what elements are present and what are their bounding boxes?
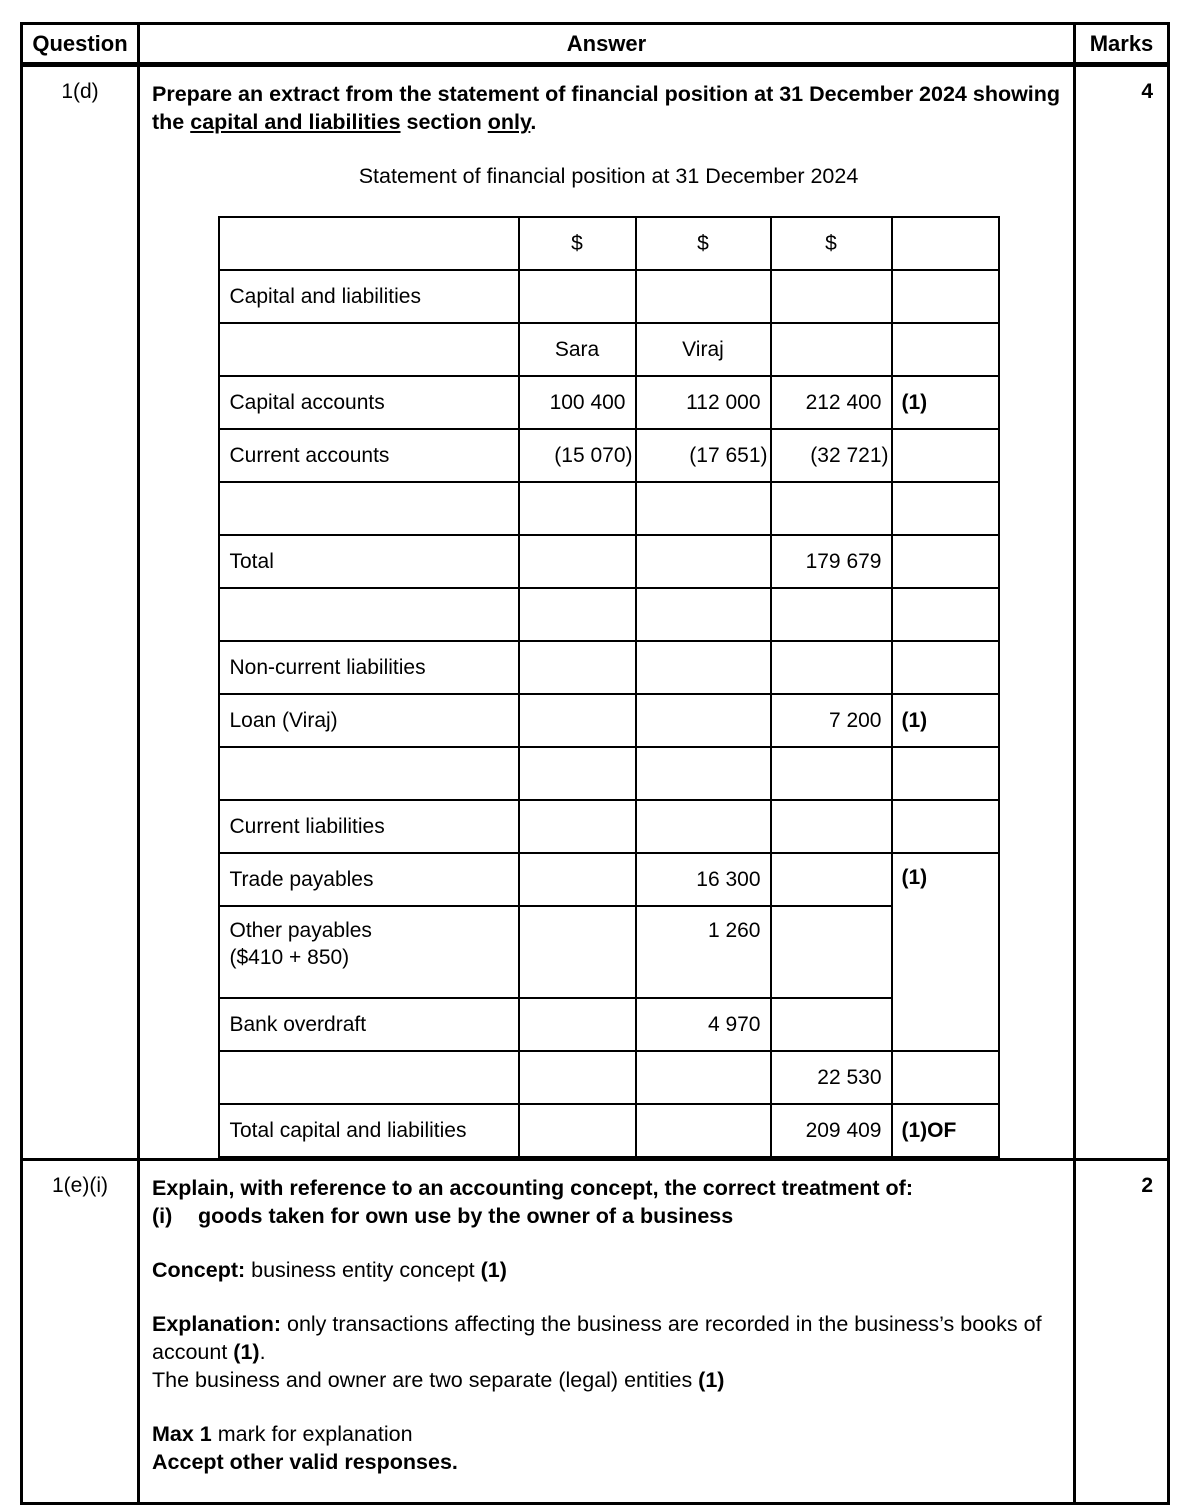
mark-scheme-table [20,22,1170,1505]
empty-cell [519,535,636,588]
explanation-period: . [259,1340,266,1364]
max-text: mark for explanation [211,1422,413,1446]
instruction-part: section [400,110,488,134]
amount-viraj: (17 651) [636,429,771,482]
amount-viraj: 112 000 [636,376,771,429]
amount-viraj: 16 300 [636,853,771,906]
mark-annotation: (1) [892,853,999,1051]
row-label: Bank overdraft [219,998,519,1051]
empty-cell [771,482,892,535]
marks-value-1ei: 2 [1075,1160,1169,1504]
amount-viraj: 4 970 [636,998,771,1051]
amount-viraj: 1 260 [636,906,771,998]
empty-cell [892,800,999,853]
row-label: Total [219,535,519,588]
question-column-header: Question [22,24,139,65]
empty-cell [519,747,636,800]
amount-sara: 100 400 [519,376,636,429]
instruction-part: Prepare an extract from the statement of financial position at 31 December 2024 showing the [152,82,1061,134]
empty-cell [892,641,999,694]
sof-row-capital-and-liabilities [219,270,999,323]
empty-cell [519,270,636,323]
explanation-line2-mark: (1) [698,1368,725,1392]
empty-cell [519,998,636,1051]
instruction-text [152,80,1065,136]
sof-row-total [219,535,999,588]
header-row [22,24,1169,65]
sof-row-current-liabilities [219,800,999,853]
empty-cell [892,482,999,535]
row-label: Total capital and liabilities [219,1104,519,1157]
empty-cell [636,641,771,694]
marks-value-1d: 4 [1075,65,1169,1160]
empty-cell [519,588,636,641]
prompt-line1: Explain, with reference to an accounting concept, the correct treatment of: [152,1176,914,1200]
sof-row-current-liabilities-subtotal [219,1051,999,1104]
statement-title: Statement of financial position at 31 December 2024 [358,164,859,188]
explanation-line2: The business and owner are two separate (legal) entities [152,1368,699,1392]
sof-row-non-current-liabilities [219,641,999,694]
sof-row-loan-viraj [219,694,999,747]
sof-row-blank [219,482,999,535]
amount-total: 22 530 [771,1051,892,1104]
empty-cell [892,1051,999,1104]
empty-cell [636,535,771,588]
row-label: Current accounts [219,429,519,482]
empty-cell [519,906,636,998]
empty-cell [771,323,892,376]
prompt-text [152,1174,1065,1230]
empty-cell [219,323,519,376]
row-label-line2: ($410 + 850) [229,946,350,969]
instruction-part: . [530,110,537,134]
empty-cell [771,998,892,1051]
empty-cell [219,217,519,270]
empty-cell [636,747,771,800]
sof-dollar-header-row [219,217,999,270]
row-label-line1: Other payables [229,919,372,942]
row-label: Loan (Viraj) [219,694,519,747]
empty-cell [636,694,771,747]
empty-cell [519,1104,636,1157]
mark-annotation: (1) [892,376,999,429]
question-row-1d [22,65,1169,1160]
footer-block [152,1420,1065,1476]
partner-name-viraj: Viraj [636,323,771,376]
amount-total: 7 200 [771,694,892,747]
section-label: Non-current liabilities [219,641,519,694]
empty-cell [219,482,519,535]
empty-cell [519,800,636,853]
concept-label: Concept: [152,1258,246,1282]
amount-total: 209 409 [771,1104,892,1157]
empty-cell [892,323,999,376]
explanation-text: only transactions affecting the business are recorded in the business’s books of account [152,1312,1042,1364]
empty-cell [636,800,771,853]
sof-row-blank [219,588,999,641]
sof-row-partner-names [219,323,999,376]
row-label: Trade payables [219,853,519,906]
empty-cell [219,588,519,641]
explanation-mark: (1) [233,1340,260,1364]
empty-cell [771,906,892,998]
section-label: Capital and liabilities [219,270,519,323]
empty-cell [636,482,771,535]
concept-mark: (1) [480,1258,507,1282]
marks-column-header: Marks [1075,24,1169,65]
instruction-underlined: only [487,110,531,134]
answer-cell-1ei [139,1160,1075,1504]
empty-cell [771,270,892,323]
empty-cell [636,588,771,641]
empty-cell [636,1104,771,1157]
amount-total: 212 400 [771,376,892,429]
answer-cell-1d [139,65,1075,1160]
sof-row-blank [219,747,999,800]
concept-text: business entity concept [245,1258,481,1282]
sof-row-total-capital-and-liabilities [219,1104,999,1157]
empty-cell [892,270,999,323]
question-row-1ei [22,1160,1169,1504]
row-label: Capital accounts [219,376,519,429]
max-label: Max 1 [152,1422,212,1446]
mark-annotation-of: (1)OF [892,1104,999,1157]
empty-cell [219,1051,519,1104]
empty-cell [771,641,892,694]
empty-cell [771,747,892,800]
sof-row-trade-payables [219,853,999,906]
empty-cell [892,429,999,482]
sof-row-other-payables [219,906,999,998]
empty-cell [892,217,999,270]
empty-cell [892,588,999,641]
section-label: Current liabilities [219,800,519,853]
explanation-block [152,1310,1065,1394]
dollar-header: $ [771,217,892,270]
empty-cell [636,270,771,323]
prompt-item-marker: (i) [152,1204,173,1228]
instruction-underlined: capital and liabilities [190,110,401,134]
row-label [219,906,519,998]
empty-cell [771,800,892,853]
empty-cell [771,588,892,641]
question-number-1d: 1(d) [22,65,139,1160]
empty-cell [519,694,636,747]
answer-column-header: Answer [139,24,1075,65]
partner-name-sara: Sara [519,323,636,376]
empty-cell [892,535,999,588]
empty-cell [519,641,636,694]
empty-cell [519,482,636,535]
question-number-1ei: 1(e)(i) [22,1160,139,1504]
financial-position-table [218,216,1000,1158]
sof-row-bank-overdraft [219,998,999,1051]
empty-cell [519,1051,636,1104]
dollar-header: $ [636,217,771,270]
sof-row-capital-accounts [219,376,999,429]
mark-annotation: (1) [892,694,999,747]
concept-line [152,1256,1065,1284]
empty-cell [219,747,519,800]
prompt-item-text: goods taken for own use by the owner of a business [198,1204,734,1228]
empty-cell [519,853,636,906]
empty-cell [636,1051,771,1104]
explanation-label: Explanation: [152,1312,282,1336]
amount-sara: (15 070) [519,429,636,482]
amount-total: 179 679 [771,535,892,588]
empty-cell [892,747,999,800]
amount-total: (32 721) [771,429,892,482]
accept-text: Accept other valid responses. [152,1450,458,1474]
empty-cell [771,853,892,906]
dollar-header: $ [519,217,636,270]
sof-row-current-accounts [219,429,999,482]
